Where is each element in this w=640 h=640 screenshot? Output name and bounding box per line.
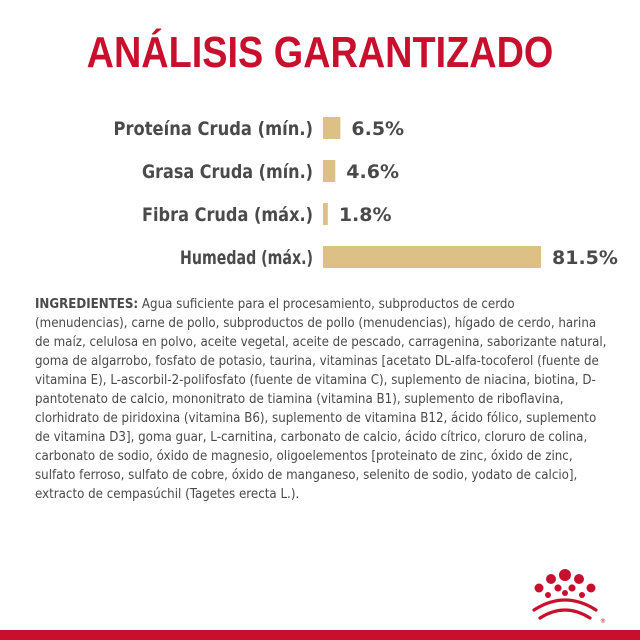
bar	[323, 203, 328, 225]
bar	[323, 246, 541, 268]
crown-icon	[524, 566, 606, 626]
svg-text:®: ®	[600, 618, 606, 625]
page-title: ANÁLISIS GARANTIZADO	[86, 28, 554, 77]
bar	[323, 160, 335, 182]
nutrition-bar-chart	[0, 100, 640, 280]
category-label: Grasa Cruda (mín.)	[142, 161, 313, 183]
value-label: 81.5%	[552, 247, 618, 269]
value-label: 1.8%	[338, 204, 392, 226]
bottom-brand-bar	[0, 630, 640, 640]
ingredients-list: Agua suficiente para el procesamiento, subproductos de cerdo (menudencias), carne de pollo, subproductos de pollo (menudencias), hígado de cerdo, harina de maíz, celulosa en polvo, aceite vegetal, aceite de pescado, carragenina, saborizante natural, goma de algarrobo, fosfato de potasio, taurina, vitaminas [acetato DL-alfa-tocoferol (fuente de vitamina E), L-ascorbil-2-polifosfato (fuente de vitamina C), suplemento de niacina, biotina, D-pantotenato de calcio, mononitrato de tiamina (vitamina B1), suplemento de riboflavina, clorhidrato de piridoxina (vitamina B6), suplemento de vitamina B12, ácido fólico, suplemento de vitamina D3], goma guar, L-carnitina, carbonato de calcio, ácido cítrico, cloruro de colina, carbonato de sodio, óxido de magnesio, oligoelementos [proteinato de zinc, óxido de zinc, sulfato ferroso, sulfato de cobre, óxido de manganeso, selenito de sodio, yodato de calcio], extracto de cempasúchil (Tagetes erecta L.).	[35, 297, 607, 502]
category-label: Fibra Cruda (máx.)	[142, 204, 313, 226]
value-label: 4.6%	[346, 161, 400, 183]
ingredients-label: INGREDIENTES:	[35, 297, 139, 312]
category-label: Proteína Cruda (mín.)	[113, 118, 313, 140]
bar	[323, 117, 340, 139]
category-label: Humedad (máx.)	[180, 247, 313, 269]
value-label: 6.5%	[351, 118, 405, 140]
ingredients-text	[35, 295, 610, 504]
